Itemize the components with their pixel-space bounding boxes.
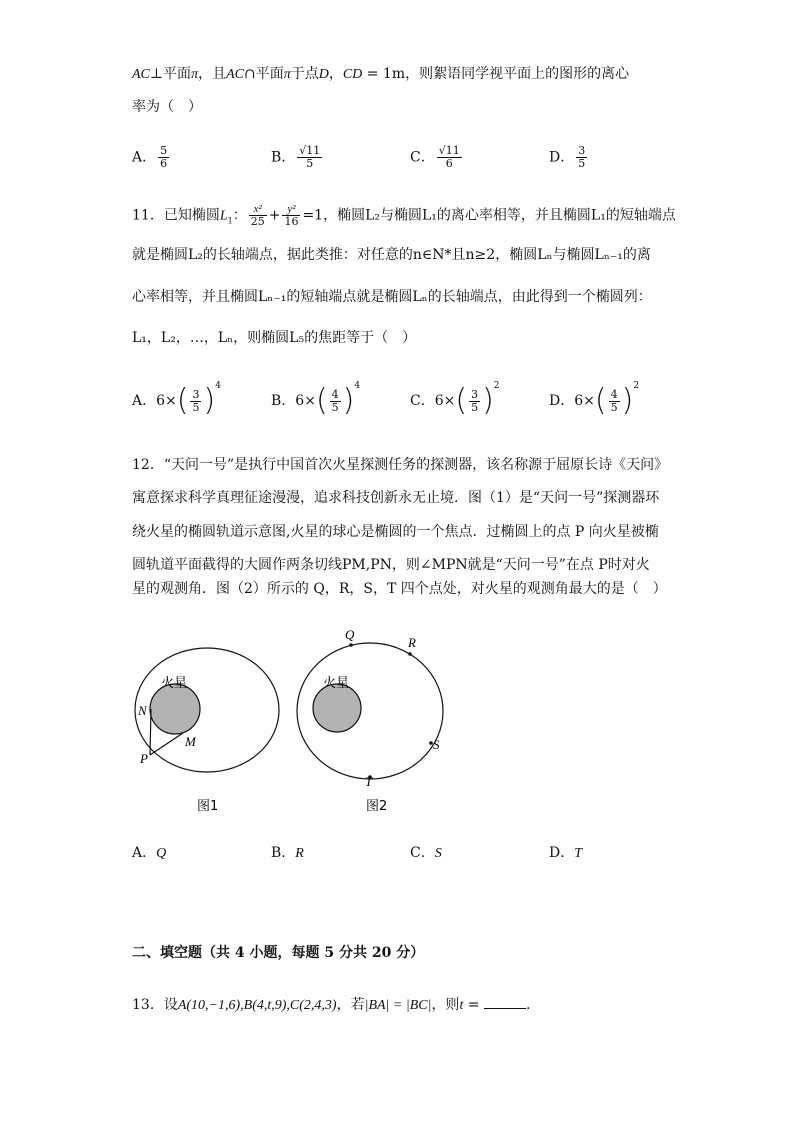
q13-line: 13．设A(10,−1,6),B(4,t,9),C(2,4,3)，若|BA| = |BC|，则t = . [132,994,530,1016]
q12-line-5: 星的观测角．图（2）所示的 Q，R，S，T 四个点处，对火星的观测角最大的是（ ） [132,581,667,597]
point-r [408,652,412,656]
figure-2 [297,627,443,814]
section-title: 二、填空题（共 4 小题，每题 5 分共 20 分） [132,945,425,961]
fig2-label-s: S [433,737,440,752]
q12-line-4: 圆轨道平面截得的大圆作两条切线PM,PN，则∠MPN就是“天问一号”在点 P时对火 [132,557,650,573]
orbit-figures [125,615,455,820]
fraction: $\frac{5}{6}$ [160,144,168,170]
fig2-label-q: Q [345,627,355,642]
q12-option-d[interactable]: D．T [549,845,583,861]
fraction: $\frac{√11}{6}$ [438,144,460,170]
fraction: $\frac{4}{5}$ [610,387,618,414]
q11-option-b[interactable]: B．6×( $\frac{4}{5}$ )$^4$ [271,381,361,418]
figure-1 [135,648,279,814]
fig2-caption: 图2 [366,799,388,814]
point-q [349,643,353,647]
q10-option-b[interactable]: B． $\frac{√11}{5}$ [271,144,321,170]
q10-line-2: 率为（ ） [132,99,202,115]
q10-option-a[interactable]: A． $\frac{5}{6}$ [132,144,168,170]
q10-option-c[interactable]: C． $\frac{√11}{6}$ [410,144,460,170]
fraction-x2-25: $\frac{\text{x²}}{25}$ [250,203,265,228]
q12-option-c[interactable]: C．S [410,845,442,861]
fraction: $\frac{4}{5}$ [331,387,339,414]
tangent-pm [150,733,183,755]
fraction: $\frac{3}{5}$ [471,387,479,414]
fraction: $\frac{3}{5}$ [578,144,586,170]
mars-circle-2 [313,684,361,732]
q11-option-d[interactable]: D．6×( $\frac{4}{5}$ )$^2$ [549,381,640,418]
fig2-planet-label: 火星 [323,676,350,691]
q10-option-d[interactable]: D． $\frac{3}{5}$ [549,144,586,170]
fig1-label-m: M [185,734,196,749]
q12-option-a[interactable]: A．Q [132,845,167,861]
fig1-planet-label: 火星 [161,676,188,691]
fig2-label-t: T [365,774,373,789]
q11-option-a[interactable]: A．6×( $\frac{3}{5}$ )$^4$ [132,381,221,418]
q12-line-3: 绕火星的椭圆轨道示意图,火星的球心是椭圆的一个焦点．过椭圆上的点 P 向火星被椭 [132,524,659,540]
q11-line-4: L₁，L₂，…，Lₙ，则椭圆L₅的焦距等于（ ） [132,330,417,346]
q10-line-1: AC⊥平面π，且AC∩平面π于点D，CD = 1m，则絮语同学视平面上的图形的离心 [132,66,630,82]
fig1-label-p: P [140,751,148,766]
fig2-label-r: R [408,635,416,650]
q12-option-b[interactable]: B．R [271,845,304,861]
fig1-caption: 图1 [197,799,219,814]
fig1-label-n: N [138,703,147,718]
q11-option-c[interactable]: C．6×( $\frac{3}{5}$ )$^2$ [410,381,500,418]
q11-line-3: 心率相等，并且椭圆Lₙ₋₁的短轴端点就是椭圆Lₙ的长轴端点，由此得到一个椭圆列： [132,289,652,305]
q12-line-1: 12．“天问一号”是执行中国首次火星探测任务的探测器，该名称源于屈原长诗《天问》 [132,457,669,473]
q12-line-2: 寓意探求科学真理征途漫漫，追求科技创新永无止境．图（1）是“天问一号”探测器环 [132,490,660,506]
q11-line-1: 11．已知椭圆$L_1$： $\frac{\text{x²}}{25}$ + $\frac{\text{y²}}{16}$ =1，椭圆L₂与椭圆L₁的离心率相等，并且椭圆L₁的短轴端点 [132,203,676,228]
fraction-y2-16: $\frac{\text{y²}}{16}$ [284,203,299,228]
q11-line-2: 就是椭圆L₂的长轴端点，据此类推：对任意的n∈N*且n≥2，椭圆Lₙ与椭圆Lₙ₋₁的离 [132,247,651,263]
mars-circle-1 [150,684,200,734]
fraction: $\frac{3}{5}$ [192,387,200,414]
fraction: $\frac{√11}{5}$ [299,144,321,170]
answer-blank[interactable] [484,994,526,1009]
